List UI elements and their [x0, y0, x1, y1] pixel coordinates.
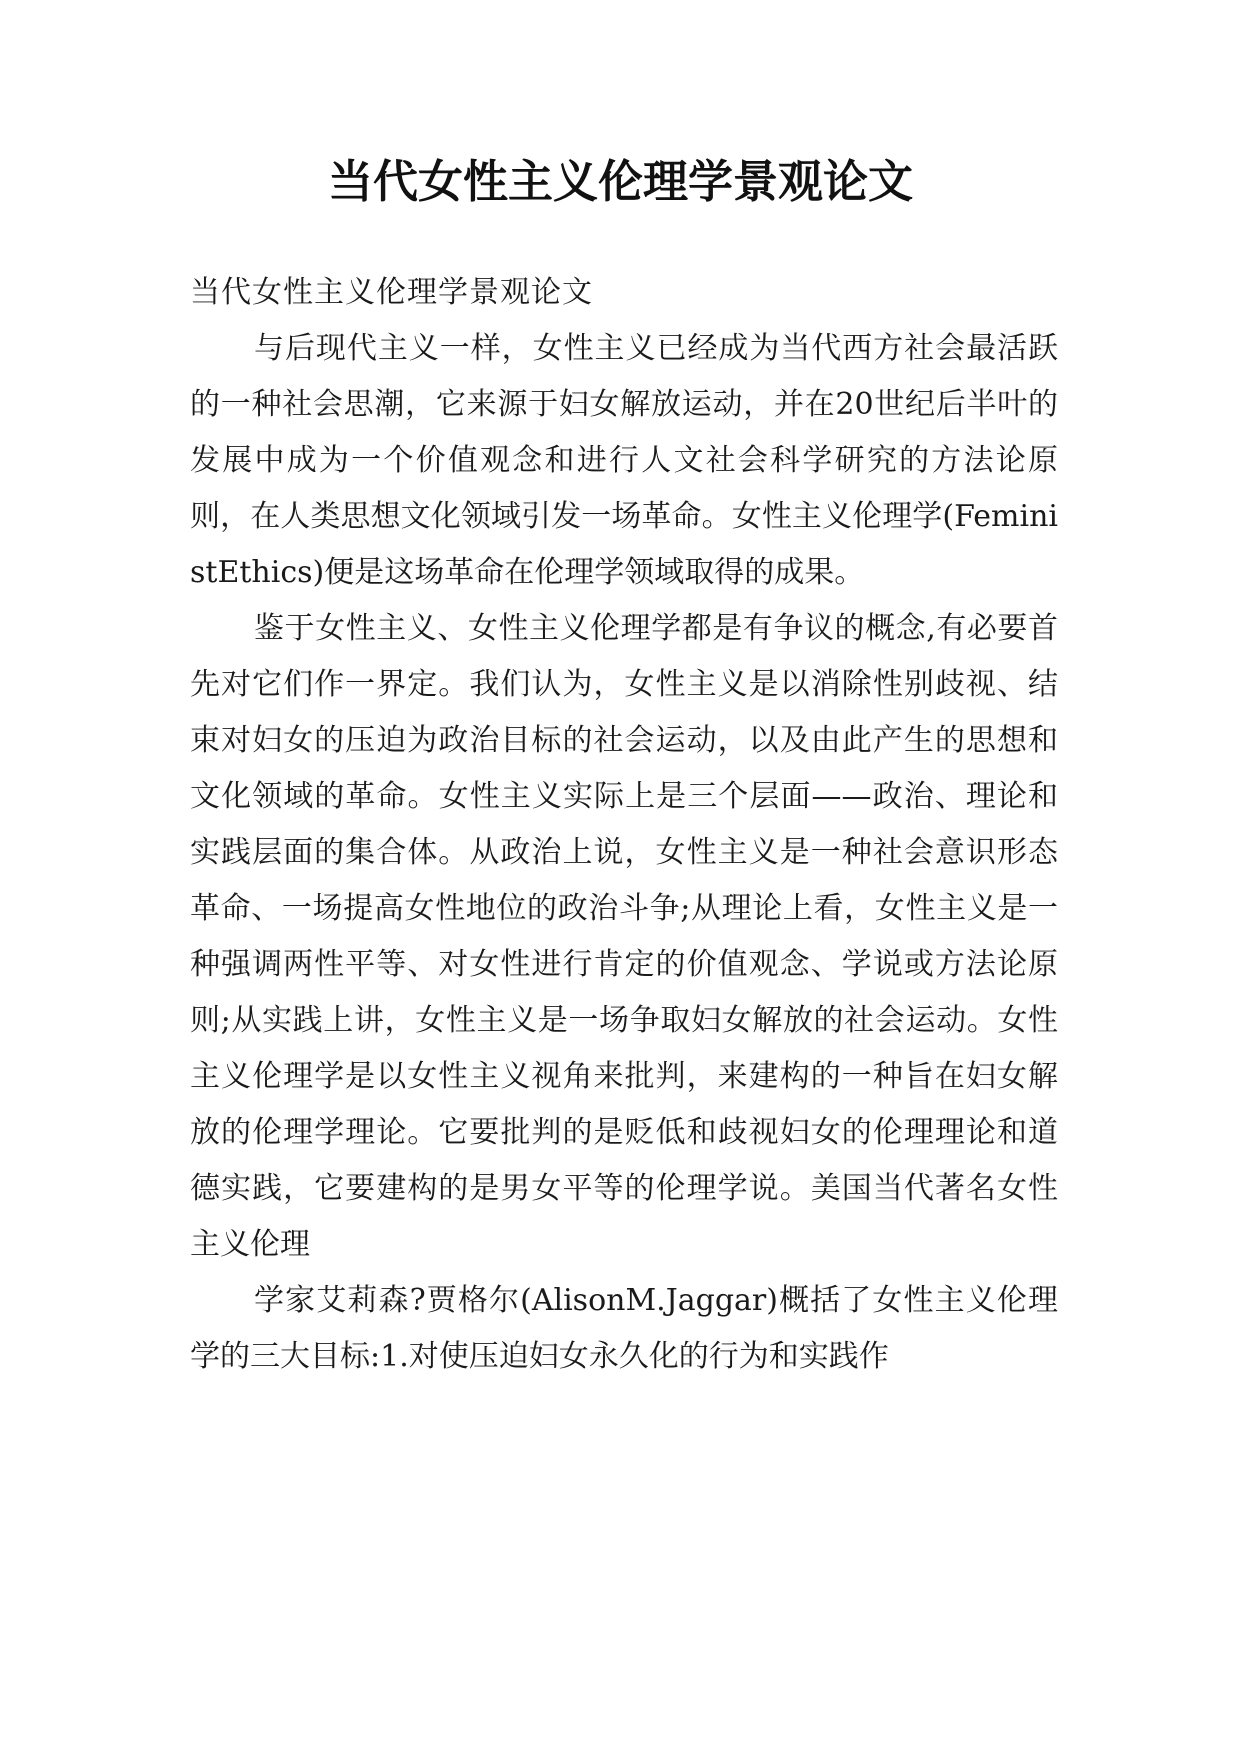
paragraph: 鉴于女性主义、女性主义伦理学都是有争议的概念,有必要首先对它们作一界定。我们认为，女性主义是以消除性别歧视、结束对妇女的压迫为政治目标的社会运动，以及由此产生的思想和文化领域的革命。女性主义实际上是三个层面——政治、理论和实践层面的集合体。从政治上说，女性主义是一种社会意识形态革命、一场提高女性地位的政治斗争;从理论上看，女性主义是一种强调两性平等、对女性进行肯定的价值观念、学说或方法论原则;从实践上讲，女性主义是一场争取妇女解放的社会运动。女性主义伦理学是以女性主义视角来批判，来建构的一种旨在妇女解放的伦理学理论。它要批判的是贬低和歧视妇女的伦理理论和道德实践，它要建构的是男女平等的伦理学说。美国当代著名女性主义伦理 — [190, 611, 1058, 1262]
document-title: 当代女性主义伦理学景观论文 — [327, 155, 913, 208]
document-subtitle: 当代女性主义伦理学景观论文 — [190, 275, 593, 310]
document-body — [190, 265, 1058, 1385]
paragraph: 学家艾莉森?贾格尔(AlisonM.Jaggar)概括了女性主义伦理学的三大目标:1.对使压迫妇女永久化的行为和实践作 — [190, 1283, 1058, 1374]
paragraph: 与后现代主义一样，女性主义已经成为当代西方社会最活跃的一种社会思潮，它来源于妇女解放运动，并在20世纪后半叶的发展中成为一个价值观念和进行人文社会科学研究的方法论原则，在人类思想文化领域引发一场革命。女性主义伦理学(FeministEthics)便是这场革命在伦理学领域取得的成果。 — [190, 331, 1058, 590]
